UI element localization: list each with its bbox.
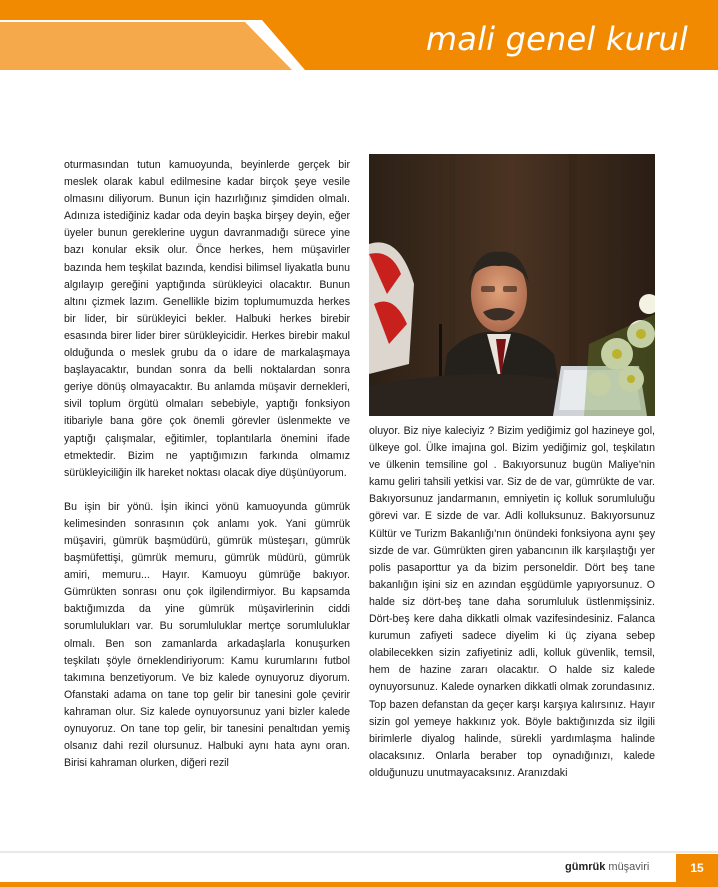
speaker-photo [369,154,655,416]
section-title: mali genel kurul [425,20,688,58]
paragraph: Bu işin bir yönü. İşin ikinci yönü kamuoyunda gümrük kelimesinden sonrasının çok anlamı yok. Yani gümrük müşaviri, gümrük başmüdürü, gümrük müsteşarı, gümrük başmüfettişi, gümrük memuru, gümrük müdürü, gümrük amiri, memuru... Hayır. Kamuoyu gümrüğe bakıyor. Gümrükten sonrası onu çok ilgilendirmiyor. Bu kapsamda baktığımızda da yine gümrük müşavirlerinin ciddi sorumlulukları var. Bu sorumluluklar mertçe sorumluluklar olmalı. Ben son zamanlarda arkadaşlarla konuşurken teşkilatı şöyle örneklendiriyorum: Kamu kurumlarını futbol takımına benzetiyorum. Ve biz kalede oynuyoruz diyorum. Ofanstaki adama on tane top gelir bir tanesini gole çevirir kahraman olur. Siz kalede oynuyorsunuz yani bizler kalede oynuyoruz. On tane top gelir, bir tanesini penaltıdan yemiş olsanız dahi rezil olursunuz. Halbuki aynı hata aynı oran. Birisi kahraman olurken, diğeri rezil [64,500,350,770]
paragraph: oturmasından tutun kamuoyunda, beyinlerde gerçek bir meslek olarak kabul edilmesine kadar birçok şeye vesile olmasını diliyorum. Bunun için hazırlığınız şimdiden olmalı. Adınıza istediğiniz kadar oda deyin başka birşey deyin, eğer üyeler bunun gereklerine uygun davranmadığı sürece yine bazı konular eksik olur. Önce herkes, hem müşavirler bazında hem teşkilat bazında, kendisi bilimsel liyakatla bunu algılayıp gereğini yaptığında sürükleyici olacaktır. Bunun altını çizmek lazım. Genellikle bizim toplumumuzda herkes bir lider, bir sürükleyici bekler. Halbuki herkes birebir esasında birer lider birer sürükleyicidir. Herkes birebir makul olduğunda o meslek grubu da o idare de markalaşmaya başlayacaktır, bundan sonra da belli noktalardan sonra geriye dönüş olmayacaktır. Bu anlamda müşavir dernekleri, sivil toplum örgütü olmaları sebebiyle, yaptığı fonksiyon itibariyle bana göre çok önemli görevler üslenmekte ve yaptığı çalışmalar, eğitimler, toplantılarla önemini ifade etmektedir. Bizim ne yaptığımızın farkında olmamız sürükleyiciliğin ilk hareket noktası olacak diye düşünüyorum. [64,159,350,479]
text-column-right [369,423,655,782]
header-band [0,0,718,70]
footer-divider [0,851,718,853]
footer-brand [565,861,649,873]
speaker-photo-illustration [369,154,655,416]
text-column-left [64,157,350,772]
footer-bar [0,882,718,887]
brand-bold: gümrük [565,861,606,873]
brand-light: müşaviri [608,861,650,873]
page-number: 15 [676,854,718,882]
paragraph: oluyor. Biz niye kaleciyiz ? Bizim yediğimiz gol hazineye gol, ülkeye gol. Ülke imajına gol. Bizim yediğimiz gol, teşkilatın ve ülkenin temsiline gol . Bakıyorsunuz bugün Maliye'nin kamu geliri tahsili yetkisi var. Siz de de var, gümrükte de var. Bakıyorsunuz jandarmanın, emniyetin iç kolluk sorumluluğu görevi var. E sizde de var. Adli kolluksunuz. Bakıyorsunuz Kültür ve Turizm Bakanlığı'nın önündeki fonksiyona aynı şey sizde de var. Gümrükten giren yabancının ilk karşılaştığı yer polis pasaporttur ya da bizim personeldir. Dört beş tane bakanlığın işini siz en azından eşgüdümle yapıyorsunuz. O halde siz dört-beş tane daha sorumluluk üstlenmişsiniz. Dört-beş kere daha dikkatli olmak vazifesindesiniz. Falanca kurumun zafiyeti sadece diyelim ki üç ziyana sebep olabilecekken sizin zafiyetiniz adli, kolluk güvenlik, temsil, hem de hazine zararı olacaktır. O halde siz kalede oynuyorsunuz. Kalede oynarken dikkatli olmak zorundasınız. Top bazen defanstan da geçer karşı karşıya kalırsınız. Hayır sizin gol yemeye hakkınız yok. Böyle baktığınızda siz ilgili birimlerle diyalog halinde, sürekli yardımlaşma halinde olacaksınız. Onlarla beraber top oynadığınızı, kalede olduğunuzu unutmayacaksınız. Aranızdaki [369,425,655,779]
